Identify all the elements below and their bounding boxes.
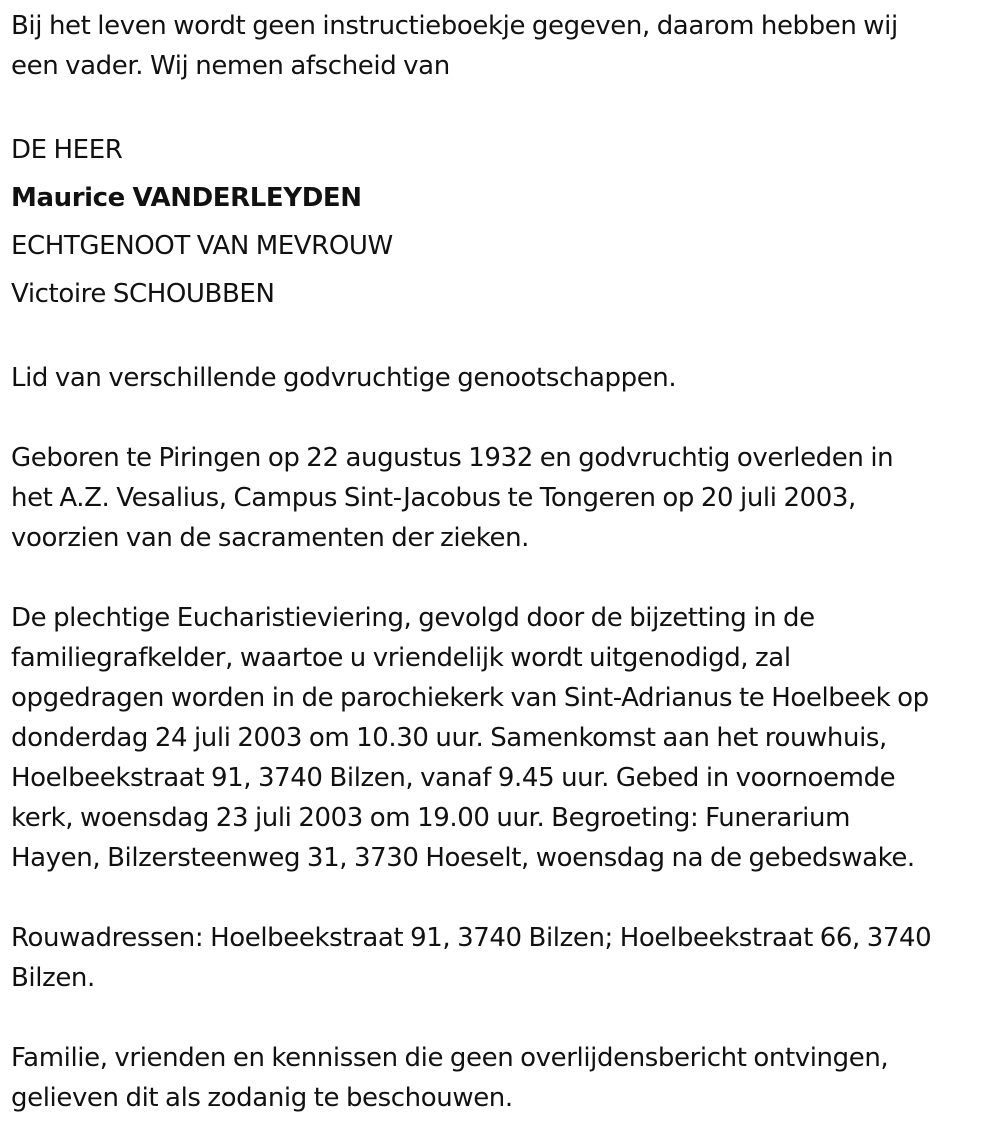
- deceased-block: [11, 126, 995, 318]
- addresses-paragraph: Rouwadressen: Hoelbeekstraat 91, 3740 Bilzen; Hoelbeekstraat 66, 3740 Bilzen.: [11, 923, 932, 993]
- spouse-label: ECHTGENOOT VAN MEVROUW: [11, 231, 393, 261]
- ceremony-paragraph: De plechtige Eucharistieviering, gevolgd door de bijzetting in de familiegrafkelder, waartoe u vriendelijk wordt uitgenodigd, zal opgedragen worden in de parochiekerk van Sint-Adrianus te Hoelbeek op donderdag 24 juli 2003 om 10.30 uur. Samenkomst aan het rouwhuis, Hoelbeekstraat 91, 3740 Bilzen, vanaf 9.45 uur. Gebed in voornoemde kerk, woensdag 23 juli 2003 om 19.00 uur. Begroeting: Funerarium Hayen, Bilzersteenweg 31, 3730 Hoeselt, woensdag na de gebedswake.: [11, 603, 929, 873]
- obituary-document: [11, 6, 995, 1118]
- spouse-name: Victoire SCHOUBBEN: [11, 279, 275, 309]
- deceased-name: Maurice VANDERLEYDEN: [11, 183, 362, 213]
- closing-paragraph: Familie, vrienden en kennissen die geen overlijdensbericht ontvingen, gelieven dit als zodanig te beschouwen.: [11, 1043, 889, 1113]
- birth-death-paragraph: Geboren te Piringen op 22 augustus 1932 en godvruchtig overleden in het A.Z. Vesalius, Campus Sint-Jacobus te Tongeren op 20 juli 2003, voorzien van de sacramenten der zieken.: [11, 443, 894, 553]
- membership-paragraph: Lid van verschillende godvruchtige genootschappen.: [11, 363, 677, 393]
- intro-paragraph: Bij het leven wordt geen instructieboekje gegeven, daarom hebben wij een vader. Wij nemen afscheid van: [11, 11, 898, 81]
- salutation: DE HEER: [11, 135, 123, 165]
